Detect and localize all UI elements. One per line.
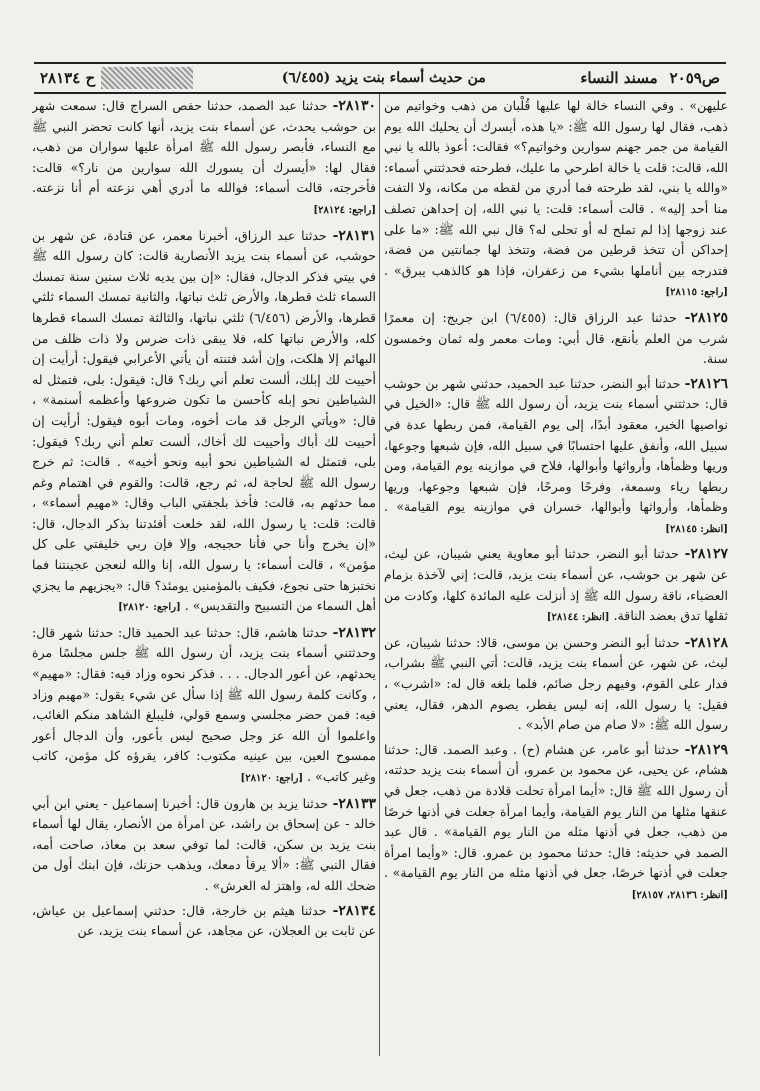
hadith-text: حدثنا عبد الصمد، حدثنا حفص السراج قال: سمعت شهر بن حوشب يحدث، عن أسماء بنت يزيد، أنها كانت تحضر النبي ﷺ مع النساء، فأبصر رسول الله ﷺ امرأة عليها سواران من ذهب، فقال لها: «أيسرك أن يسورك الله سوارين من نار؟» قالت: فأخرجته، قالت أسماء: فوالله ما أدري أهي نزعته أم أنا نزعته. xyxy=(32,98,376,196)
hadith-28132 xyxy=(32,623,376,790)
hadith-text: عليهن» . وفي النساء خالة لها عليها قُلْبان من ذهب وخواتيم من ذهب، فقال لها رسول الله ﷺ: «يا هذه، أيسرك أن يحليك الله يوم القيامة من جمر جهنم سوارين وخواتيم؟» فقالت: أعوذ بالله يا نبي الله، قالت: قلت يا خالة اطرحي ما عليك، فطرحته فحدثتني أسماء: «والله يا بني، لقد طرحته فما أدري من لقطه من مكانه، ولا التفت منا أحد إليه» . قالت أسماء: قلت: يا نبي الله، إن إحداهن تصلف عند زوجها إذا لم تملح له أو تحلى له؟ قال نبي الله ﷺ: «ما على إحداكن أن تتخذ قرطين من فضة، وتتخذ لها جمانتين من فضة، فتدرجه بين أناملها بشيء من زعفران، فإذا هو كالذهب يبرق» . xyxy=(384,98,728,278)
hadith-28133 xyxy=(32,794,376,897)
page-number: ص٢٠٥٩ xyxy=(669,69,720,87)
hadith-reference: [انظر: ٢٨١٤٤] xyxy=(546,612,610,624)
hadith-text: حدثنا عبد الرزاق، أخبرنا معمر، عن قتادة، عن شهر بن حوشب، عن أسماء بنت يزيد الأنصارية قالت: كان رسول الله ﷺ في بيتي فذكر الدجال، فقال: «إن بين يديه ثلاث سنين سنة تمسك السماء ثلث قطرها، والأرض ثلث نباتها، والثانية تمسك السماء ثلثي قطرها، والأرض (٦/٤٥٦) ثلثي نباتها، والثالثة تمسك السماء قطرها كله، والأرض نباتها كله، فلا يبقى ذات ضرس ولا ذات ظلف من البهائم إلا هلكت، وإن أشد فتنته أن يأتي الأعرابي فيقول: أرأيت إن أحييت لك إبلك، ألست تعلم أني ربك؟ قال: فيقول: بلى، فتمثل له الشياطين نحو إبله كأحسن ما تكون ضروعها وأعظمه أسنمة» ، قال: «ويأتي الرجل قد مات أخوه، ومات أبوه فيقول: أرأيت إن أحييت لك أباك وأحييت لك أخاك، ألست تعلم أني ربك؟ فيقول: بلى، فتمثل له الشياطين نحو أبيه ونحو أخيه» . قالت: ثم خرج رسول الله ﷺ لحاجة له، ثم رجع، قالت: والقوم في اهتمام وغم مما حدثهم به، قالت: فأخذ بلجفتي الباب وقال: «مهيم أسماء» ، قالت: قلت: يا رسول الله، لقد خلعت أفئدتنا بذكر الدجال، قال: «إن يخرج وأنا حي فأنا حجيجه، وإلا فإن ربي خليفتي على كل مؤمن» ، قالت أسماء: يا رسول الله، إنا والله لنعجن عجينتنا فما نختبزها حتى نجوع، فكيف بالمؤمنين يومئذ؟ قال: «يجزيهم ما يجزي أهل السماء من التسبيح والتقديس» . xyxy=(32,227,376,614)
hadith-28131 xyxy=(32,226,376,619)
hadith-text: حدثنا عبد الرزاق قال: (٦/٤٥٥) ابن جريج: إن معمرًا شرب من العلم بأنقع، قال أبي: ومات معمر وله ثمان وخمسون سنة. xyxy=(384,309,728,367)
section-title: مسند النساء xyxy=(580,69,658,87)
header-subtitle: من حديث أسماء بنت يزيد (٦/٤٥٥) xyxy=(281,70,486,86)
hadith-28127 xyxy=(384,544,728,628)
hadith-number: ٢٨١٢٥- xyxy=(684,309,728,326)
hadith-28134 xyxy=(32,901,376,942)
hadith-28128 xyxy=(384,633,728,736)
hadith-number: ٢٨١٣١- xyxy=(332,227,376,244)
hadith-reference: [راجع: ٢٨١١٥] xyxy=(665,287,728,299)
hadith-number: ٢٨١٢٧- xyxy=(684,546,728,563)
hadith-28129 xyxy=(384,740,728,907)
hadith-reference: [انظر: ٢٨١٣٦، ٢٨١٥٧] xyxy=(631,889,728,901)
hadith-number: ٢٨١٣٢- xyxy=(332,624,376,641)
hadith-28126 xyxy=(384,374,728,541)
hadith-number: ٢٨١٣٠- xyxy=(332,98,376,114)
hadith-reference: [انظر: ٢٨١٤٥] xyxy=(665,523,728,535)
hadith-text: حدثنا أبو النضر وحسن بن موسى، قالا: حدثنا شيبان، عن ليث، عن شهر، عن أسماء بنت يزيد، قالت: أتي النبي ﷺ بشراب، فدار على القوم، وفيهم رجل صائم، فلما بلغه قال له: «اشرب» ، فقيل: يا رسول الله، إنه ليس يفطر، يصوم الدهر، فقال، يعني رسول الله ﷺ: «لا صام من صام الأبد» . xyxy=(384,634,728,733)
left-column xyxy=(32,96,376,1058)
hadith-text: حدثنا أبو عامر، عن هشام (ح) . وعبد الصمد. قال: حدثنا هشام، عن يحيى، عن محمود بن عمرو، أن أسماء بنت يزيد حدثته، أن رسول الله ﷺ قال: «أيما امرأة تحلت قلادة من ذهب، جعل في عنقها مثلها من النار يوم القيامة، وأيما امرأة جعلت في أذنها خرصًا من ذهب، جعل في أذنها مثله من النار يوم القيامة» . قال عبد الصمد في حديثه: قال: حدثنا محمود بن عمرو. قال: «وأيما امرأة جعلت في أذنها خرصًا، جعل في أذنها مثله من النار يوم القيامة» . xyxy=(384,741,728,881)
hadith-number: ٢٨١٣٣- xyxy=(332,795,376,812)
hadith-text: حدثنا هاشم، قال: حدثنا عبد الحميد قال: حدثنا شهر قال: وحدثتني أسماء بنت يزيد، أن رسول الله ﷺ جلس مجلسًا مرة يحدثهم، عن أعور الدجال. . . . فذكر نحوه وزاد فيه: فقال: «مهيم» ، وكانت كلمة رسول الله ﷺ إذا سأل عن شيء يقول: «مهيم وزاد فيه: فمن حضر مجلسي وسمع قولي، فليبلغ الشاهد منكم الغائب، واعلموا أن الله عز وجل صحيح ليس بأعور، وأن الدجال أعور ممسوح العين، بين عينيه مكتوب: كافر، يقرؤه كل مؤمن، كاتب وغير كاتب» . xyxy=(32,624,376,784)
page-header xyxy=(34,62,726,94)
hadith-number: ٢٨١٢٨- xyxy=(684,634,728,651)
hadith-number: ٢٨١٢٦- xyxy=(684,375,728,392)
hadith-text: حدثنا يزيد بن هارون قال: أخبرنا إسماعيل - يعني ابن أبي خالد - عن إسحاق بن راشد، عن امرأة من الأنصار، يقال لها أسماء بنت يزيد بن سكن، قالت: لما توفي سعد بن معاذ، صاحت أمه، فقال النبي ﷺ: «ألا يرقأ دمعك، ويذهب حزنك، فإن ابنك أول من ضحك الله له، واهتز له العرش» . xyxy=(32,795,376,893)
right-column xyxy=(384,96,728,1058)
hadith-reference: [راجع: ٢٨١٢٠] xyxy=(240,773,304,784)
hadith-text: حدثنا هيثم بن خارجة، قال: حدثني إسماعيل بن عياش، عن ثابت بن العجلان، عن مجاهد، عن أسماء بنت يزيد، عن xyxy=(32,902,376,939)
header-ornament xyxy=(101,67,193,89)
hadith-number: ٢٨١٢٩- xyxy=(684,741,728,758)
hadith-text: حدثنا أبو النضر، حدثنا عبد الحميد، حدثني شهر بن حوشب قال: حدثتني أسماء بنت يزيد، أن رسول الله ﷺ قال: «الخيل في نواصيها الخير، معقود أبدًا، إلى يوم القيامة، فمن ربطها عدة في سبيل الله، وأنفق عليها احتسابًا في سبيل الله، فإن شبعها وجوعها، وريها وظمأها، وأرواثها وأبوالها، فلاح في موازينه يوم القيامة، ومن ربطها رياء وسمعة، وفرحًا ومرحًا، فإن شبعها وجوعها، وريها وظمأها، وأرواثها وأبوالها، خسران في موازينه يوم القيامة» . xyxy=(384,375,728,515)
hadith-continuation xyxy=(384,96,728,304)
hadith-number: ٢٨١٣٤- xyxy=(332,902,376,919)
hadith-reference: [راجع: ٢٨١٢٤] xyxy=(313,204,376,216)
hadith-reference: [راجع: ٢٨١٢٠] xyxy=(118,602,181,614)
hadith-text: حدثنا أبو النضر، حدثنا أبو معاوية يعني شيبان، عن ليث، عن شهر بن حوشب، عن أسماء بنت يزيد، قالت: إني لآخذة بزمام العضباء، ناقة رسول الله ﷺ إذ أنزلت عليه المائدة كلها، وكادت من ثقلها تدق بعضد الناقة. xyxy=(384,546,728,624)
hadith-28130 xyxy=(32,96,376,222)
column-divider xyxy=(379,94,380,1056)
hadith-range: ح ٢٨١٣٤ xyxy=(40,69,96,87)
hadith-28125 xyxy=(384,308,728,370)
